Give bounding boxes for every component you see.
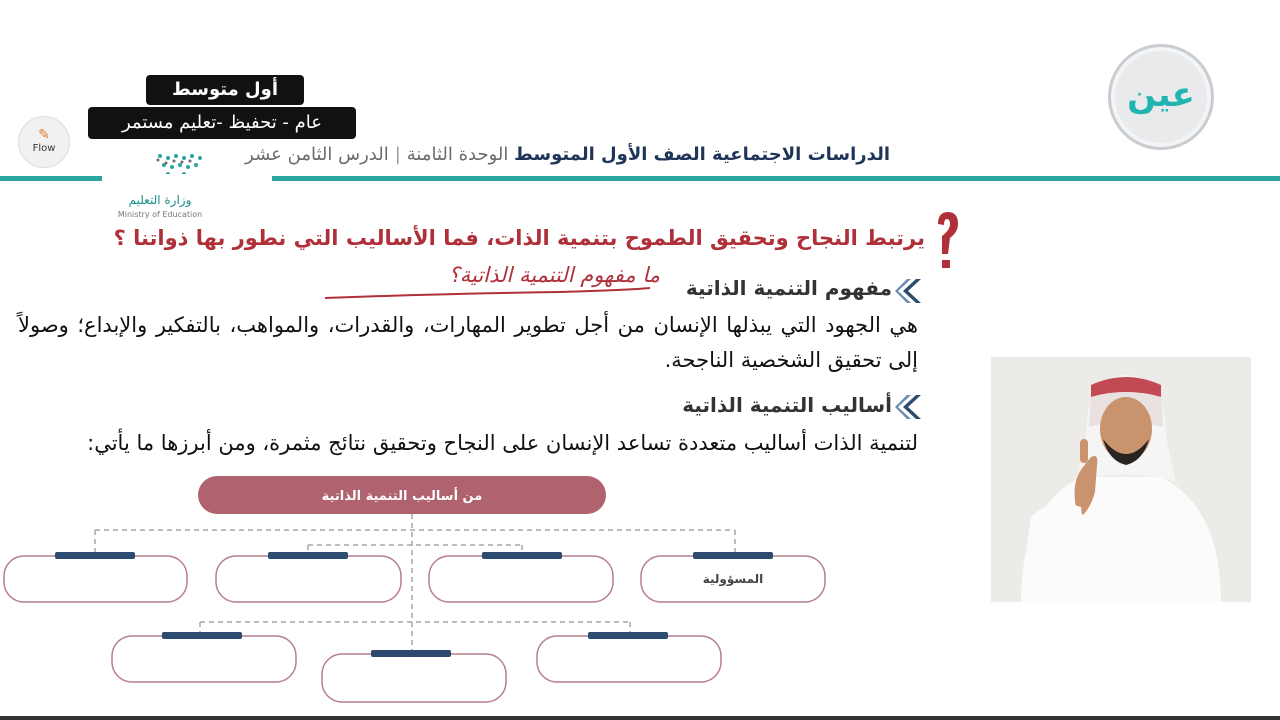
diagram-item-responsibility: المسؤولية [702,572,764,586]
diagram-box [322,654,506,702]
ministry-name: وزارة التعليم [128,193,192,207]
diagram-box-cap [268,552,348,559]
double-chevron-icon [895,276,925,306]
diagram-box-cap [482,552,562,559]
unit-label: الوحدة الثامنة [406,144,509,165]
diagram-box [4,556,187,602]
divider: | [394,144,401,165]
diagram-box-cap [55,552,135,559]
diagram-box [537,636,721,682]
presenter-figure [991,357,1251,602]
annotation-text: ما مفهوم التنمية الذاتية؟ [448,263,660,287]
education-type-badge: عام - تحفيظ -تعليم مستمر [88,107,356,139]
methods-heading: أساليب التنمية الذاتية [682,393,892,417]
bottom-bar [0,716,1280,720]
header-divider-gap [102,174,272,183]
concept-text: هي الجهود التي يبذلها الإنسان من أجل تطوير المهارات، والقدرات، والمواهب، بالتفكير والإبداع؛ وصولاً إلى تحقيق الشخصية الناجحة. [18,313,918,372]
diagram-box-cap [371,650,451,657]
diagram-box [429,556,613,602]
diagram-root-label: من أساليب التنمية الذاتية [321,489,483,504]
methods-text: لتنمية الذات أساليب متعددة تساعد الإنسان على النجاح وتحقيق نتائج مثمرة، ومن أبرزها ما يأتي: [87,431,918,455]
pen-icon: ✎ [38,127,50,143]
handwritten-annotation [310,258,680,308]
diagram-box [216,556,401,602]
flow-label: Flow [32,143,56,154]
double-chevron-icon [895,392,925,422]
methods-diagram [0,470,840,710]
question-mark-icon [934,210,960,280]
diagram-box-cap [588,632,668,639]
diagram-box [112,636,296,682]
subject-title: الدراسات الاجتماعية الصف الأول المتوسط [514,144,890,165]
diagram-box-cap [162,632,242,639]
concept-heading: مفهوم التنمية الذاتية [685,276,892,300]
course-title [245,144,890,165]
flow-logo [18,116,70,168]
diagram-box-cap [693,552,773,559]
ain-channel-logo: عين [1108,44,1214,150]
lesson-label: الدرس الثامن عشر [245,144,389,165]
connector-lines [95,514,735,650]
lesson-question: يرتبط النجاح وتحقيق الطموح بتنمية الذات، فما الأساليب التي نطور بها ذواتنا ؟ [113,226,925,250]
sign-language-video [991,357,1251,602]
ministry-name-en: Ministry of Education [117,210,203,219]
grade-level-badge: أول متوسط [146,75,304,105]
